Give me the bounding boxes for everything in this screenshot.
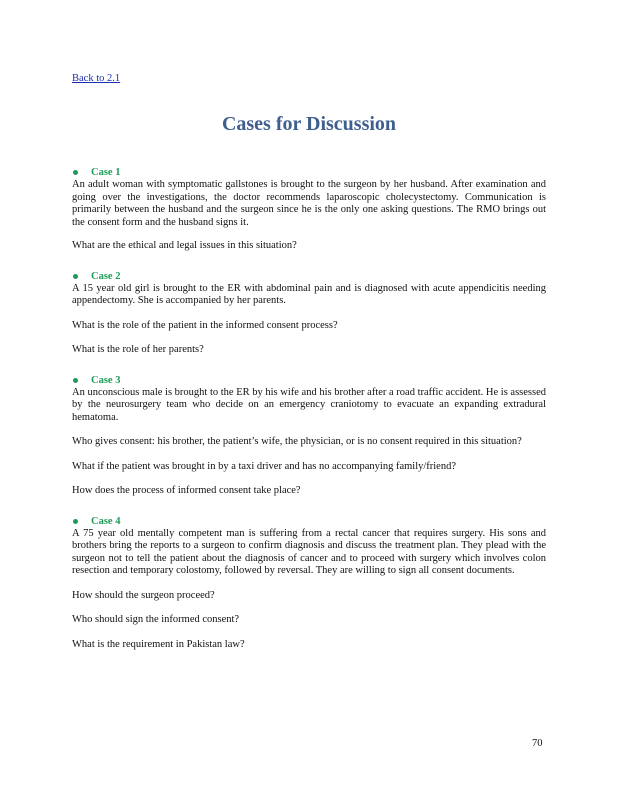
page-number: 70 [532,738,543,749]
case-description: An unconscious male is brought to the ER by his wife and his brother after a road traffic accident. He is assessed by the neurosurgery team who decide on an emergency craniotomy to evacuate an expanding extradural hematoma. [72,386,546,423]
case-heading [72,515,546,528]
case-description: A 15 year old girl is brought to the ER with abdominal pain and is diagnosed with acute appendicitis needing appendectomy. She is accompanied by her parents. [72,282,546,306]
case-description: An adult woman with symptomatic gallstones is brought to the surgeon by her husband. After examination and going over the investigations, the doctor recommends laparoscopic cholecystectomy. Communication is primarily between the husband and the surgeon since he is the only one asking questions. The RMO brings out the consent form and the husband signs it. [72,179,546,228]
case-question: What is the requirement in Pakistan law? [72,638,245,650]
case-heading [72,270,546,283]
page-title: Cases for Discussion [221,113,397,135]
case-question: What are the ethical and legal issues in this situation? [72,240,297,251]
case-question: How does the process of informed consent take place? [72,485,301,496]
case-1 [72,166,546,253]
cases-content [72,166,546,651]
case-2 [72,270,546,357]
case-question: What is the role of her parents? [72,344,204,355]
back-link[interactable]: Back to 2.1 [72,73,121,84]
case-question: Who gives consent: his brother, the patient’s wife, the physician, or is no consent required in this situation? [72,436,522,447]
case-question: How should the surgeon proceed? [72,589,215,601]
bullet-icon [73,274,78,279]
case-heading-label: Case 3 [91,374,121,386]
bullet-icon [73,378,78,383]
case-heading-label: Case 4 [91,515,121,527]
case-heading-label: Case 1 [91,167,121,178]
case-3 [72,374,546,498]
case-question: What is the role of the patient in the informed consent process? [72,319,338,331]
bullet-icon [73,170,78,175]
case-question: Who should sign the informed consent? [72,614,240,625]
case-4 [72,515,546,652]
case-heading-label: Case 2 [91,270,121,282]
case-description: A 75 year old mentally competent man is suffering from a rectal cancer that requires surgery. His sons and brothers bring the reports to a surgeon to confirm diagnosis and discuss the treatment plan. They plead with the surgeon not to tell the patient about the diagnosis of cancer and to proceed with surgery which involves colon resection and temporary colostomy, followed by reversal. They are willing to sign all consent documents. [72,527,546,576]
case-heading [72,166,546,179]
case-heading [72,374,546,387]
bullet-icon [73,519,78,524]
case-question: What if the patient was brought in by a taxi driver and has no accompanying family/friend? [72,460,457,472]
